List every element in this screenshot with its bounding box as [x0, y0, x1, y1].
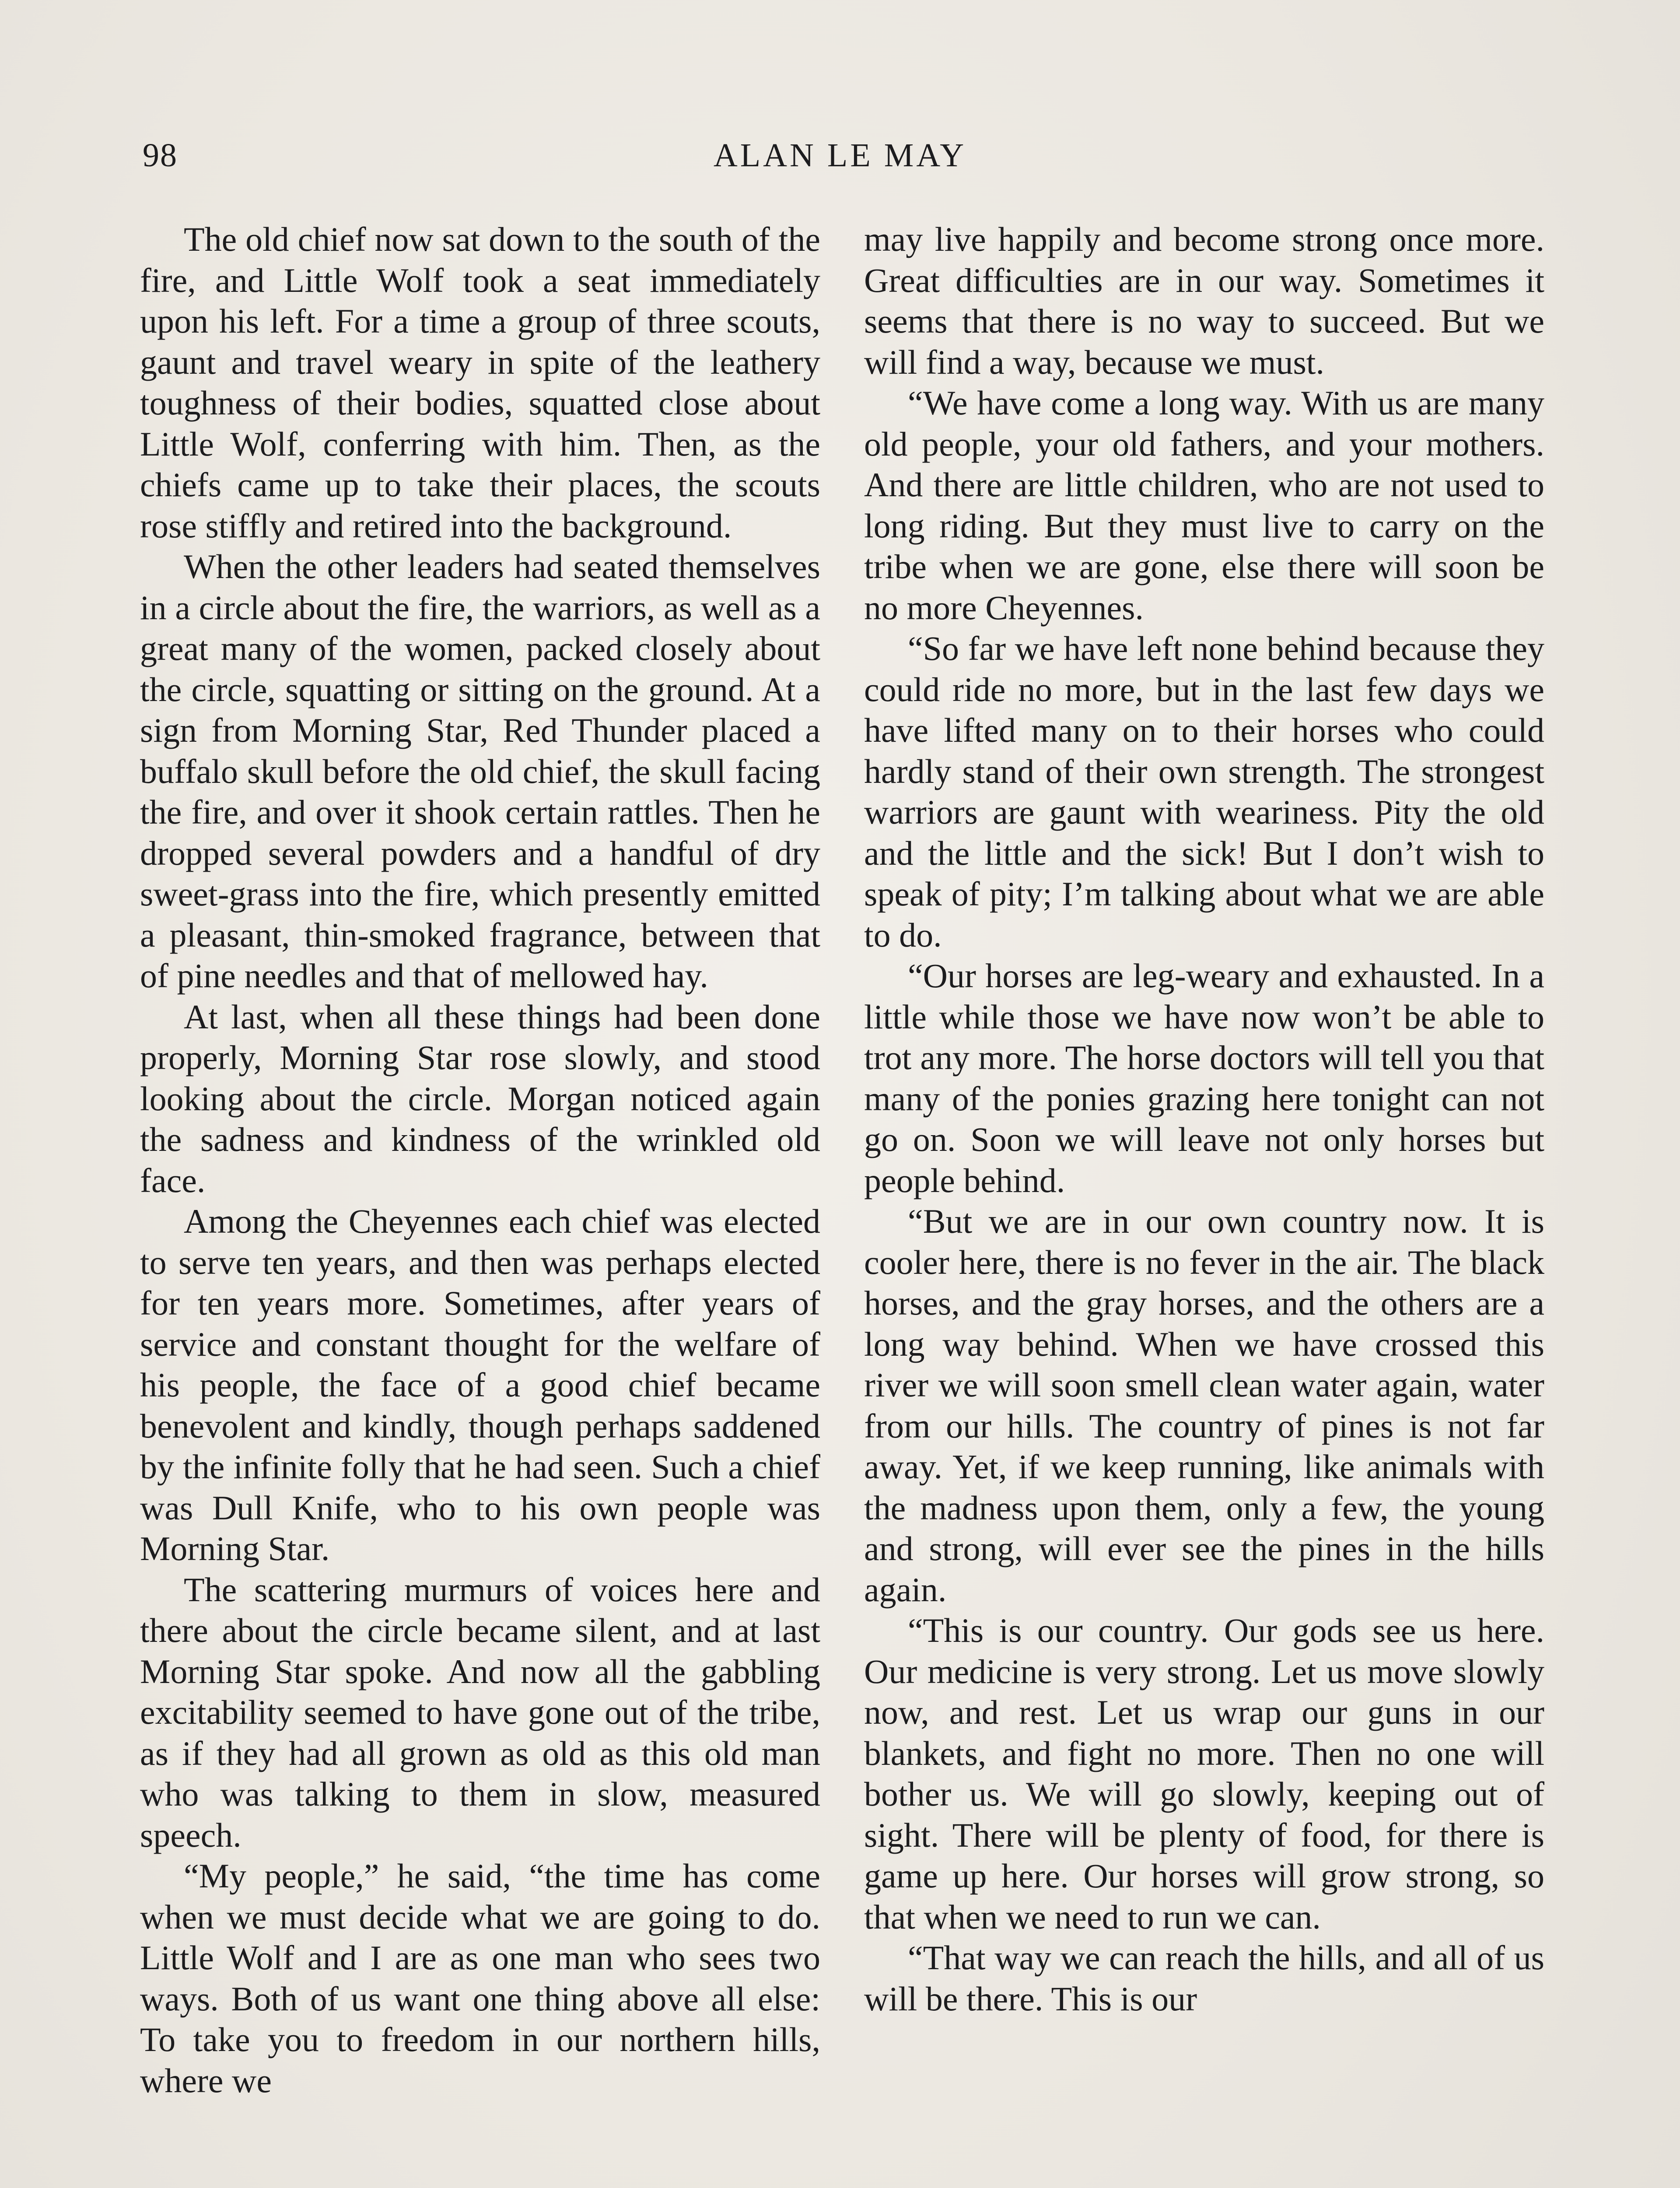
paragraph: At last, when all these things had been done properly, Morning Star rose slowly, and stood looking about the circle. Morgan noticed again the sadness and kindness of the wrinkled old face.	[140, 997, 820, 1199]
paragraph: “This is our country. Our gods see us here. Our medicine is very strong. Let us move slowly now, and rest. Let us wrap our guns in our blankets, and fight no more. Then no one will bother us. We will go slowly, keeping out of sight. There will be plenty of food, for there is game up here. Our horses will grow strong, so that when we need to run we can.	[864, 1611, 1544, 1936]
paragraph: “But we are in our own country now. It is cooler here, there is no fever in the air. The black horses, and the gray horses, and the others are a long way behind. When we have crossed this river we will soon smell clean water again, water from our hills. The country of pines is not far away. Yet, if we keep running, like animals with the madness upon them, only a few, the young and strong, will ever see the pines in the hills again.	[864, 1202, 1544, 1609]
paragraph-continued: may live happily and become strong once more. Great difficulties are in our way. Sometimes it seems that there is no way to succeed. But we will find a way, because we must.	[864, 220, 1544, 381]
paragraph: “Our horses are leg-weary and exhausted. In a little while those we have now won’t be able to trot any more. The horse doctors will tell you that many of the ponies grazing here tonight can not go on. Soon we will leave not only horses but people behind.	[864, 957, 1544, 1199]
paragraph: “My people,” he said, “the time has come when we must decide what we are going to do. Little Wolf and I are as one man who sees two ways. Both of us want one thing above all else: To take you to freedom in our northern hills, where we	[140, 1857, 820, 2100]
paragraph: When the other leaders had seated themselves in a circle about the fire, the warriors, as well as a great many of the women, packed closely about the circle, squatting or sitting on the ground. At a sign from Morning Star, Red Thunder placed a buffalo skull before the old chief, the skull facing the fire, and over it shook certain rattles. Then he dropped several powders and a handful of dry sweet-grass into the fire, which presently emitted a pleasant, thin-smoked fragrance, between that of pine needles and that of mellowed hay.	[140, 547, 820, 995]
text-columns	[140, 219, 1544, 2188]
paragraph: “We have come a long way. With us are many old people, your old fathers, and your mothers. And there are little children, who are not used to long riding. But they must live to carry on the tribe when we are gone, else there will soon be no more Cheyennes.	[864, 384, 1544, 627]
paragraph: The scattering murmurs of voices here and there about the circle became silent, and at last Morning Star spoke. And now all the gabbling excitability seemed to have gone out of the tribe, as if they had all grown as old as this old man who was talking to them in slow, measured speech.	[140, 1570, 820, 1854]
paragraph: “So far we have left none behind because they could ride no more, but in the last few days we have lifted many on to their horses who could hardly stand of their own strength. The strongest warriors are gaunt with weariness. Pity the old and the little and the sick! But I don’t wish to speak of pity; I’m talking about what we are able to do.	[864, 629, 1544, 954]
left-column	[140, 219, 820, 2101]
paragraph: “That way we can reach the hills, and all of us will be there. This is our	[864, 1939, 1544, 2018]
right-column	[864, 219, 1544, 2019]
page-number: 98	[143, 137, 178, 174]
page-header	[140, 131, 1540, 184]
paragraph: Among the Cheyennes each chief was elected to serve ten years, and then was perhaps elected for ten years more. Sometimes, after years of service and constant thought for the welfare of his people, the face of a good chief became benevolent and kindly, though perhaps saddened by the infinite folly that he had seen. Such a chief was Dull Knife, who to his own people was Morning Star.	[140, 1202, 820, 1567]
running-head: ALAN LE MAY	[713, 137, 967, 174]
paragraph: The old chief now sat down to the south of the fire, and Little Wolf took a seat immediately upon his left. For a time a group of three scouts, gaunt and travel weary in spite of the leathery toughness of their bodies, squatted close about Little Wolf, conferring with him. Then, as the chiefs came up to take their places, the scouts rose stiffly and retired into the background.	[140, 220, 820, 545]
